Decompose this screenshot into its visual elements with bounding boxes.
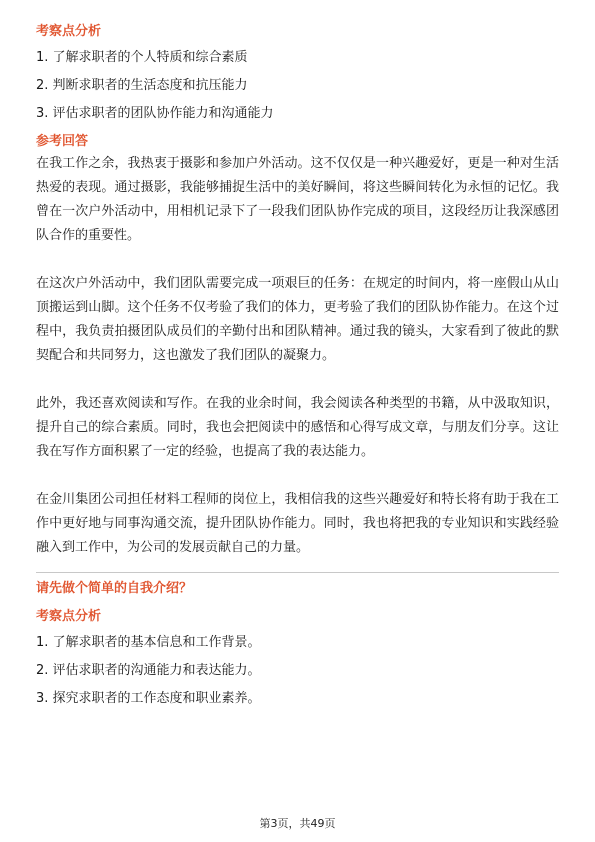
answer-paragraph: 在这次户外活动中，我们团队需要完成一项艰巨的任务：在规定的时间内，将一座假山从山顶搬运到山脚。这个任务不仅考验了我们的体力，更考验了我们的团队协作能力。在这个过程中，我负责拍摄团队成员们的辛勤付出和团队精神。通过我的镜头，大家看到了彼此的默契配合和共同努力，这也激发了我们团队的凝聚力。 bbox=[36, 276, 559, 363]
answer-paragraph: 在我工作之余，我热衷于摄影和参加户外活动。这不仅仅是一种兴趣爱好，更是一种对生活热爱的表现。通过摄影，我能够捕捉生活中的美好瞬间，将这些瞬间转化为永恒的记忆。我曾在一次户外活动中，用相机记录下了一段我们团队协作完成的项目，这段经历让我深感团队合作的重要性。 bbox=[36, 156, 559, 243]
answer-heading: 参考回答 bbox=[36, 134, 89, 149]
page-number: 第3页，共49页 bbox=[259, 817, 336, 830]
list-item: 1. 了解求职者的个人特质和综合素质 bbox=[36, 50, 248, 65]
analysis-list bbox=[36, 48, 559, 124]
analysis-heading: 考察点分析 bbox=[36, 24, 102, 39]
list-item: 1. 了解求职者的基本信息和工作背景。 bbox=[36, 635, 261, 650]
list-item: 2. 评估求职者的沟通能力和表达能力。 bbox=[36, 663, 261, 678]
answer-paragraph: 此外，我还喜欢阅读和写作。在我的业余时间，我会阅读各种类型的书籍，从中汲取知识，提升自己的综合素质。同时，我也会把阅读中的感悟和心得写成文章，与朋友们分享。这让我在写作方面积累了一定的经验，也提高了我的表达能力。 bbox=[36, 396, 559, 459]
answer-paragraph: 在金川集团公司担任材料工程师的岗位上，我相信我的这些兴趣爱好和特长将有助于我在工作中更好地与同事沟通交流，提升团队协作能力。同时，我也将把我的专业知识和实践经验融入到工作中，为公司的发展贡献自己的力量。 bbox=[36, 492, 559, 555]
list-item: 3. 评估求职者的团队协作能力和沟通能力 bbox=[36, 106, 274, 121]
question-title: 请先做个简单的自我介绍？ bbox=[36, 581, 193, 596]
section-divider bbox=[36, 572, 559, 573]
list-item: 2. 判断求职者的生活态度和抗压能力 bbox=[36, 78, 248, 93]
analysis-list bbox=[36, 633, 559, 709]
analysis-heading: 考察点分析 bbox=[36, 609, 102, 624]
document-page bbox=[36, 22, 559, 717]
list-item: 3. 探究求职者的工作态度和职业素养。 bbox=[36, 691, 261, 706]
